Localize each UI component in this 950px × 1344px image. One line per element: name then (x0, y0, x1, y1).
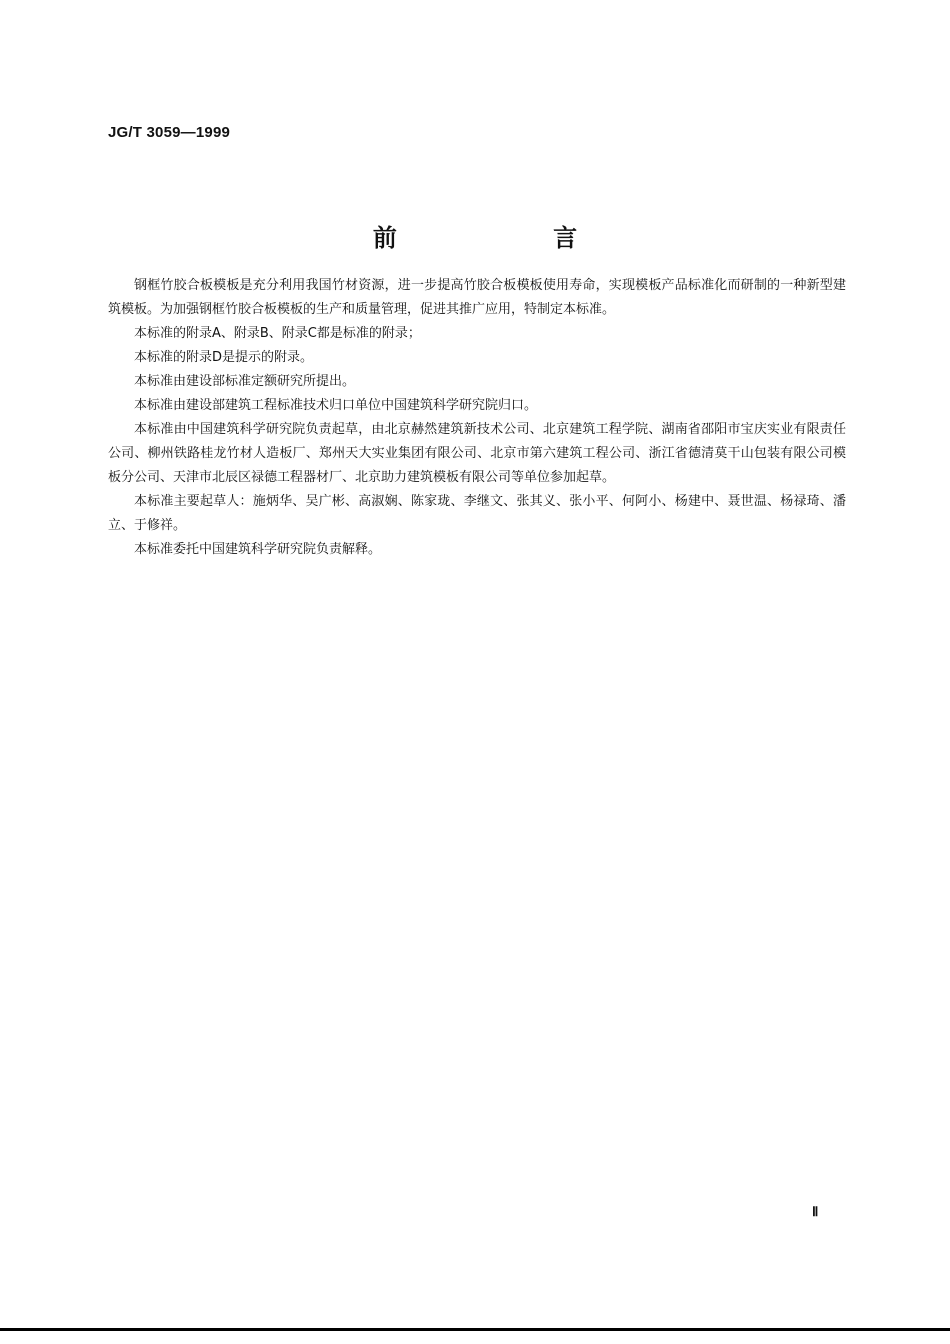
paragraph-centralized-by: 本标准由建设部建筑工程标准技术归口单位中国建筑科学研究院归口。 (134, 398, 538, 413)
page-title: 前 言 (372, 224, 652, 252)
page-number: Ⅱ (812, 1204, 819, 1219)
paragraph-main-drafters: 本标准主要起草人：施炳华、吴广彬、高淑娴、陈家珑、李继文、张其义、张小平、何阿小、杨建中、聂世温、杨禄琦、潘立、于修祥。 (108, 494, 846, 533)
standard-code: JG/T 3059—1999 (108, 124, 231, 141)
bottom-rule (0, 1328, 950, 1331)
paragraph-proposed-by: 本标准由建设部标准定额研究所提出。 (134, 374, 356, 389)
foreword-body (108, 274, 846, 562)
paragraph-informative-annex: 本标准的附录D是提示的附录。 (134, 350, 314, 365)
paragraph-purpose: 钢框竹胶合板模板是充分利用我国竹材资源，进一步提高竹胶合板模板使用寿命，实现模板产品标准化而研制的一种新型建筑模板。为加强钢框竹胶合板模板的生产和质量管理，促进其推广应用，特制定本标准。 (108, 278, 846, 317)
paragraph-drafting-units: 本标准由中国建筑科学研究院负责起草，由北京赫然建筑新技术公司、北京建筑工程学院、湖南省邵阳市宝庆实业有限责任公司、柳州铁路桂龙竹材人造板厂、郑州天大实业集团有限公司、北京市第六建筑工程公司、浙江省德清莫干山包装有限公司模板分公司、天津市北辰区禄德工程器材厂、北京助力建筑模板有限公司等单位参加起草。 (108, 422, 846, 485)
paragraph-interpretation: 本标准委托中国建筑科学研究院负责解释。 (134, 542, 382, 557)
paragraph-normative-annexes: 本标准的附录A、附录B、附录C都是标准的附录； (134, 326, 421, 341)
